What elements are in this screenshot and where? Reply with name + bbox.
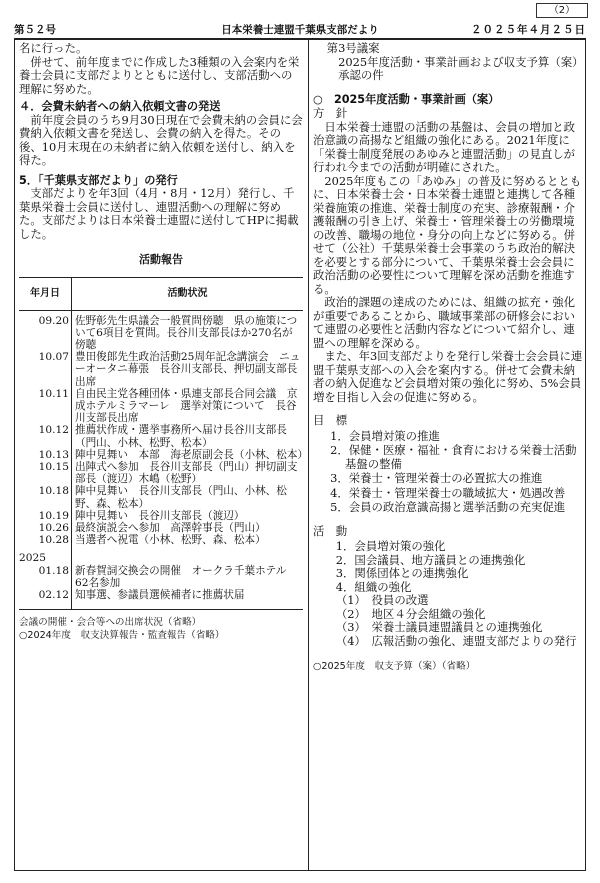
left-column [19,41,309,642]
list-item: 5．会員の政治意識高揚と選挙活動の充実促進 [330,500,566,514]
list-item: （4） 広報活動の強化、連盟支部だよりの発行 [335,633,577,648]
newsletter-title: 日本栄養士連盟千葉県支部だより [221,24,379,36]
list-item: 4．組織の強化 [335,579,412,594]
policy-paragraph: また、年3回支部だよりを発行し栄養士会会員に連盟千葉県支部への入会を案内する。併せて会費未納者の納入促進など会員増対策の強化に努め、5%会員増を目指し入会の促進に努める。 [313,349,583,404]
row-text: 豊田俊郎先生政治活動25周年記念講演会 ニューオータニ幕張 長谷川支部長、押切副支部長出席 [75,351,301,388]
policy-paragraph: 2025年度もこの「あゆみ」の普及に努めるとともに、日本栄養士会・日本栄養士連盟と連携して各種栄養施策の推進、栄養士制度の充実、診療報酬・介護報酬の引き上げ、栄養士・管理栄養士の労働環境の改善、職場の地位・身分の向上などに努める。併せて（公社）千葉県栄養士会事業のうち政治的解決を必要とする部分について、千葉県栄養士会会員に政治活動の必要性について理解を深め活動を推進する。 [313,173,582,296]
row-year: 2025 [19,546,72,564]
policy-paragraph: 政治的課題の達成のためには、組織の拡充・強化が重要であることから、職域事業部の研修会において連盟の必要性と活動内容などについて紹介し、連盟への理解を深める。 [313,295,575,350]
section-5-heading: 5．「千葉県支部だより」の発行 [19,173,178,187]
table-row [19,565,303,589]
agenda-label: 第3号議案 [326,41,380,55]
intro-paragraph: 併せて、前年度までに作成した3種類の入会案内を栄養士会員に支部だよりとともに送付し、支部活動への理解に努めた。 [19,54,300,96]
row-date: 02.12 [19,589,72,610]
table-row [19,546,303,564]
row-date: 10.19 [19,510,72,522]
list-item: 3．栄養士・管理栄養士の必置拡大の推進 [330,471,543,485]
row-text: 推薦状作成・選挙事務所へ届け長谷川支部長（門山、小林、松野、松本） [75,424,287,449]
page-number: （2） [536,3,588,18]
content-frame [14,38,586,871]
row-text: 陣中見舞い 長谷川支部長（門山、小林、松野、森、松本） [75,485,287,510]
list-item: （2） 地区４分会組織の強化 [335,606,486,621]
row-date: 10.18 [19,485,72,509]
table-row [19,510,303,522]
list-item: 1．会員増対策の推進 [330,428,440,443]
goals-label: 目 標 [313,413,348,427]
list-item: 1．会員増対策の強化 [335,539,446,553]
page-header [14,22,586,36]
row-date: 10.12 [19,424,72,448]
row-date: 10.26 [19,522,72,534]
row-date: 10.11 [19,388,72,425]
activity-table [19,277,309,611]
row-text: 陣中見舞い 本部 海老原副会長（小林、松本） [75,448,309,461]
row-date: 10.07 [19,351,72,388]
row-text: 佐野彰先生県議会一般質問傍聴 県の施策について6項目を質問。長谷川支部長ほか270名が傍聴 [75,314,298,351]
settlement-note: ○2024年度 収支決算報告・監査報告（省略） [19,630,225,642]
list-item: 2．国会議員、地方議員との連携強化 [335,552,526,567]
policy-label: 方 針 [313,106,348,120]
table-row [19,589,303,610]
row-date: 10.13 [19,449,72,461]
budget-note: ○2025年度 収支予算（案）（省略） [313,661,476,672]
status-column-header: 活動状況 [72,277,304,310]
policy-paragraph: 日本栄養士連盟の活動の基盤は、会員の増加と政治意識の高揚など組織の強化にある。2021年度に「栄養士制度発展のあゆみと連盟活動」の見直しが行われ今までの活動が明確にされた。 [313,119,575,174]
row-date: 10.28 [19,534,72,546]
activities-list [313,540,583,594]
section-5-body: 支部だよりを年3回（4月・8月・12月）発行し、千葉県栄養士会員に送付し、連盟活動への理解に努めた。支部だよりは日本栄養士連盟に送付してHPに掲載した。 [19,186,299,241]
list-item: 3．関係団体との連携強化 [335,566,469,580]
table-row [19,351,303,388]
table-row [19,461,303,485]
right-column [313,42,583,673]
table-row [19,388,303,425]
row-text: 最終演説会へ参加 高澤幹事長（門山） [75,521,266,534]
row-text [72,546,304,564]
meeting-note: 会議の開催・会合等への出席状況（省略） [19,617,202,629]
list-item: 2．保健・医療・福祉・食育における栄養士活動基盤の整備 [330,443,577,471]
row-text: 新春賀詞交換会の開催 オークラ千葉ホテル 62名参加 [75,564,297,589]
intro-line: 名に行った。 [19,41,88,55]
row-text: 知事選、参議員選候補者に推薦状届 [72,589,304,610]
section-4-body: 前年度会員のうち9月30日現在で会費未納の会員に会費納入依頼文書を発送し、会費の納入を得た。その後、10月末現在の未納者に納入依頼を送付し、納入を得た。 [19,112,303,167]
row-date: 09.20 [19,310,72,351]
row-text: 自由民主党各種団体・県連支部長合同会議 京成ホテルミラマーレ 選挙対策について 長谷川支部長出席 [75,387,298,425]
list-item: 4．栄養士・管理栄養士の職域拡大・処遇改善 [330,485,566,500]
table-row [19,485,303,509]
row-text: 出陣式へ参加 長谷川支部長（門山）押切副支部長（渡辺）木嶋（松野） [75,460,298,486]
table-row [19,534,303,546]
date-column-header: 年月日 [19,277,72,310]
issue-date: ２０２５年４月２５日 [471,24,586,36]
activity-report-title: 活動報告 [139,253,183,266]
plan-title: ○ 2025年度活動・事業計画（案） [313,92,500,106]
list-item: （1） 役員の改選 [335,593,429,607]
row-date: 10.15 [19,461,72,485]
row-date: 01.18 [19,565,72,589]
row-text: 陣中見舞い 長谷川支部長（渡辺） [75,509,245,522]
table-row [19,310,303,351]
section-4-heading: ４．会費未納者への納入依頼文書の発送 [19,100,221,113]
organization-sublist [313,594,583,648]
issue-number: 第５２号 [14,24,56,36]
agenda-text: 2025年度活動・事業計画および収支予算（案）承認の件 [338,54,578,82]
list-item: （3） 栄養士議員連盟議員との連携強化 [335,620,543,634]
table-row [19,424,303,448]
row-text: 当選者へ祝電（小林、松野、森、松本） [75,534,266,547]
notes [19,616,303,642]
activities-label: 活 動 [313,523,348,538]
table-row [19,449,303,461]
table-row [19,522,303,534]
goals-list [313,430,583,515]
column-divider [308,40,309,870]
